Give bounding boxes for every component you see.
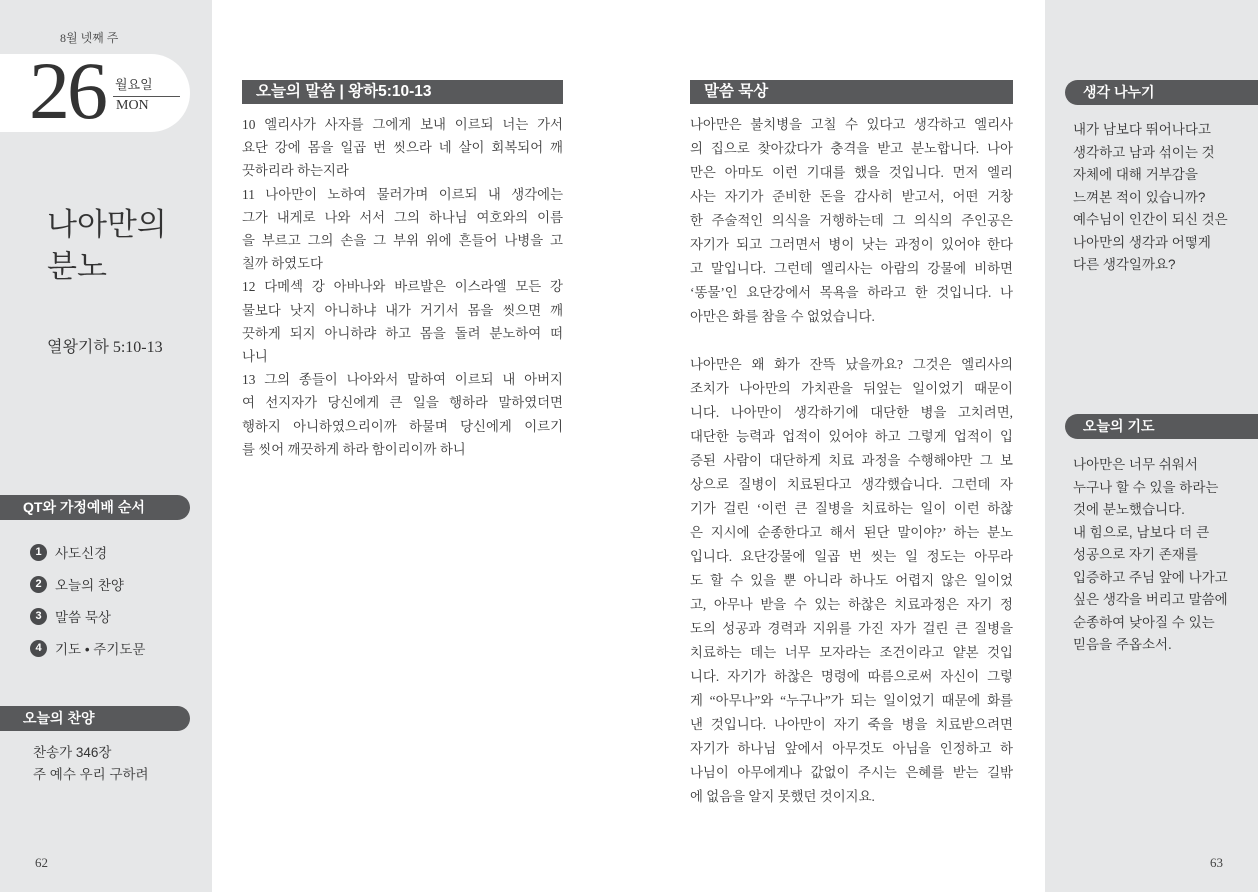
sharing-heading: 생각 나누기	[1065, 80, 1258, 105]
meditation-heading: 말씀 묵상	[690, 80, 1013, 104]
meditation-line: 자기가 하나님 앞에서 아무것도 아님을 인정하고 하	[690, 741, 1013, 756]
step-label: 기도 • 주기도문	[55, 642, 146, 657]
meditation-line: 니다. 나아만이 생각하기에 대단한 병을 고치려면,	[690, 405, 1013, 420]
prayer-line: 내 힘으로, 남보다 더 큰	[1073, 524, 1210, 540]
right-sidebar	[1045, 0, 1258, 892]
scripture-line: 칠까 하였도다	[242, 256, 323, 272]
hymn-line: 주 예수 우리 구하려	[33, 767, 149, 782]
meditation-line: 상으로 질병이 치료된다고 생각했습니다. 그런데 자	[690, 477, 1013, 492]
scripture-line: 나니	[242, 349, 268, 365]
scripture-line: 그가 내게로 나와 서서 그의 하나님 여호와의 이름	[242, 209, 563, 225]
week-label: 8월 넷째 주	[60, 31, 119, 45]
date-divider	[113, 96, 180, 97]
meditation-line: 게 “아무나”와 “누구나”가 되는 일이었기 때문에 화를	[690, 693, 1013, 708]
meditation-line: 낸 것입니다. 나아만이 자기 죽을 병을 치료받으려면	[690, 717, 1013, 732]
meditation-line: 치료하는 데는 너무 모자라는 조건이라고 얕본 것입	[690, 645, 1013, 660]
scripture-line: 13 그의 종들이 나아와서 말하여 이르되 내 아버지	[242, 372, 563, 388]
meditation-line: 도의 성공과 경력과 지위를 가진 자가 걸린 큰 질병을	[690, 621, 1013, 636]
prayer-line: 믿음을 주옵소서.	[1073, 637, 1172, 652]
verse	[242, 183, 563, 276]
left-sidebar	[0, 0, 212, 892]
scripture-line: 11 나아만이 노하여 물러가며 이르되 내 생각에는	[242, 186, 563, 202]
meditation-paragraph	[690, 353, 1013, 809]
hymn-heading: 오늘의 찬양	[0, 706, 190, 731]
prayer-line: 성공으로 자기 존재를	[1073, 547, 1198, 562]
sharing-line: 나아만의 생각과 어떻게	[1073, 234, 1211, 250]
scripture-line: 10 엘리사가 사자를 그에게 보내 이르되 너는 가서	[242, 117, 563, 132]
step-number-badge: 2	[30, 576, 47, 593]
meditation-paragraph	[690, 113, 1013, 329]
prayer-line: 누구나 할 수 있을 하라는	[1073, 479, 1219, 495]
prayer-text	[1073, 454, 1255, 657]
scripture-line: 행하지 아니하였으리이까 하물며 당신에게 이르기	[242, 418, 563, 434]
sharing-line: 자체에 대해 거부감을	[1073, 167, 1198, 182]
sharing-line: 다른 생각일까요?	[1073, 257, 1176, 272]
prayer-line: 나아만은 너무 쉬워서	[1073, 457, 1198, 472]
page-content	[212, 0, 1045, 892]
sharing-text	[1073, 119, 1255, 277]
verse	[242, 275, 563, 368]
meditation-line: 입니다. 요단강물에 일곱 번 씻는 일 정도는 아무라	[690, 549, 1013, 564]
prayer-heading: 오늘의 기도	[1065, 414, 1258, 439]
verse	[242, 113, 563, 183]
meditation-line: 에 없음을 알지 못했던 것이지요.	[690, 789, 875, 804]
scripture-reference: 열왕기하 5:10-13	[47, 339, 163, 356]
scripture-line: 12 다메섹 강 아바나와 바르발은 이스라엘 모든 강	[242, 279, 563, 295]
meditation-line: 증된 사람이 대단하게 치료 과정을 수행해야만 그 보	[690, 453, 1013, 468]
meditation-line: 나아만은 불치병을 고칠 수 있다고 생각하고 엘리사	[690, 117, 1013, 132]
title-line: 분노	[47, 249, 107, 284]
step-number-badge: 1	[30, 544, 47, 561]
step-number-badge: 3	[30, 608, 47, 625]
meditation-line: 고 말입니다. 그런데 엘리사는 아람의 강물에 비하면	[690, 261, 1013, 276]
step-label: 말씀 묵상	[55, 610, 111, 625]
worship-order-item	[30, 600, 200, 632]
meditation-line: ‘똥물’인 요단강에서 목욕을 하라고 한 것입니다. 나	[690, 285, 1013, 300]
scripture-line: 을 부르고 그의 손을 그 부위 위에 흔들어 나병을 고	[242, 233, 563, 249]
date-badge	[0, 45, 190, 136]
meditation-line: 자기가 되고 그러면서 병이 낫는 과정이 있어야 한다	[690, 237, 1013, 252]
scripture-line: 끗하게 되지 아니하랴 하고 몸을 돌려 분노하여 떠	[242, 325, 563, 341]
meditation-line: 사는 자기가 준비한 돈을 감사히 받고서, 어떤 거창	[690, 189, 1013, 204]
meditation-line: 한 주술적인 의식을 거행하는데 그 의식의 주인공은	[690, 213, 1013, 228]
meditation-line: 니다. 자기가 하찮은 명령에 따름으로써 자신이 그렇	[690, 669, 1013, 684]
meditation-line: 아만은 화를 참을 수 없었습니다.	[690, 309, 875, 324]
prayer-line: 싶은 생각을 버리고 말씀에	[1073, 592, 1228, 607]
meditation-line: 대단한 능력과 업적이 있어야 하고 그렇게 업적이 입	[690, 429, 1013, 444]
hymn-lines	[33, 742, 149, 786]
meditation-line: 조치가 나아만의 가치관을 뒤엎는 일이었기 때문이	[690, 381, 1013, 396]
hymn-line: 찬송가 346장	[33, 745, 112, 760]
meditation-line: 기가 걸린 ‘이런 큰 질병을 치료하는 일이 이런 하찮	[690, 501, 1013, 516]
step-number-badge: 4	[30, 640, 47, 657]
prayer-line: 것에 분노했습니다.	[1073, 502, 1185, 517]
scripture-body	[242, 113, 563, 461]
sharing-line: 내가 남보다 뛰어나다고	[1073, 122, 1211, 137]
date-weekday-kr: 월요일	[115, 77, 153, 92]
worship-order-item	[30, 632, 200, 664]
meditation-line: 고, 아무나 받을 수 있는 하찮은 치료과정은 자기 정	[690, 597, 1013, 612]
sharing-line: 예수님이 인간이 되신 것은	[1073, 212, 1228, 227]
meditation-line: 나아만은 왜 화가 잔뜩 났을까요? 그것은 엘리사의	[690, 357, 1013, 372]
step-label: 오늘의 찬양	[55, 578, 124, 593]
scripture-line: 여 선지자가 당신에게 큰 일을 행하라 말하였더면	[242, 395, 563, 411]
date-day: 26	[29, 45, 105, 136]
prayer-line: 입증하고 주님 앞에 나가고	[1073, 569, 1228, 585]
worship-order-heading: QT와 가정예배 순서	[0, 495, 190, 520]
worship-order-item	[30, 536, 200, 568]
page-number-right: 63	[1210, 855, 1223, 870]
scripture-line: 를 씻어 깨끗하게 하라 함이리이까 하니	[242, 441, 466, 457]
title-line: 나아만의	[47, 207, 167, 242]
meditation-line: 은 지시에 순종한다고 해서 된단 말이야?’ 하는 분노	[690, 525, 1013, 540]
devotion-title	[47, 204, 167, 288]
meditation-body	[690, 113, 1013, 809]
meditation-line: 도 할 수 있을 뿐 아니라 하나도 어렵지 않은 일이었	[690, 573, 1013, 588]
page-number-left: 62	[35, 855, 48, 870]
worship-order-item	[30, 568, 200, 600]
step-label: 사도신경	[55, 546, 108, 561]
scripture-heading: 오늘의 말씀 | 왕하5:10-13	[242, 80, 563, 104]
meditation-line: 의 집으로 찾아갔다가 충격을 받고 분노합니다. 나아	[690, 141, 1013, 156]
verse	[242, 368, 563, 461]
sharing-line: 생각하고 남과 섞이는 것	[1073, 144, 1215, 160]
date-weekday-en: MON	[116, 98, 149, 113]
scripture-line: 끗하리라 하는지라	[242, 163, 349, 179]
meditation-line: 나님이 아무에게나 값없이 주시는 은혜를 받는 길밖	[690, 765, 1013, 780]
worship-order-list	[30, 536, 200, 664]
sharing-line: 느껴본 적이 있습니까?	[1073, 189, 1206, 205]
scripture-line: 요단 강에 몸을 일곱 번 씻으라 네 살이 회복되어 깨	[242, 140, 563, 156]
prayer-line: 순종하여 낮아질 수 있는	[1073, 614, 1215, 630]
scripture-line: 물보다 낫지 아니하냐 내가 거기서 몸을 씻으면 깨	[242, 302, 563, 318]
meditation-line: 만은 아마도 이런 기대를 했을 것입니다. 먼저 엘리	[690, 165, 1013, 180]
